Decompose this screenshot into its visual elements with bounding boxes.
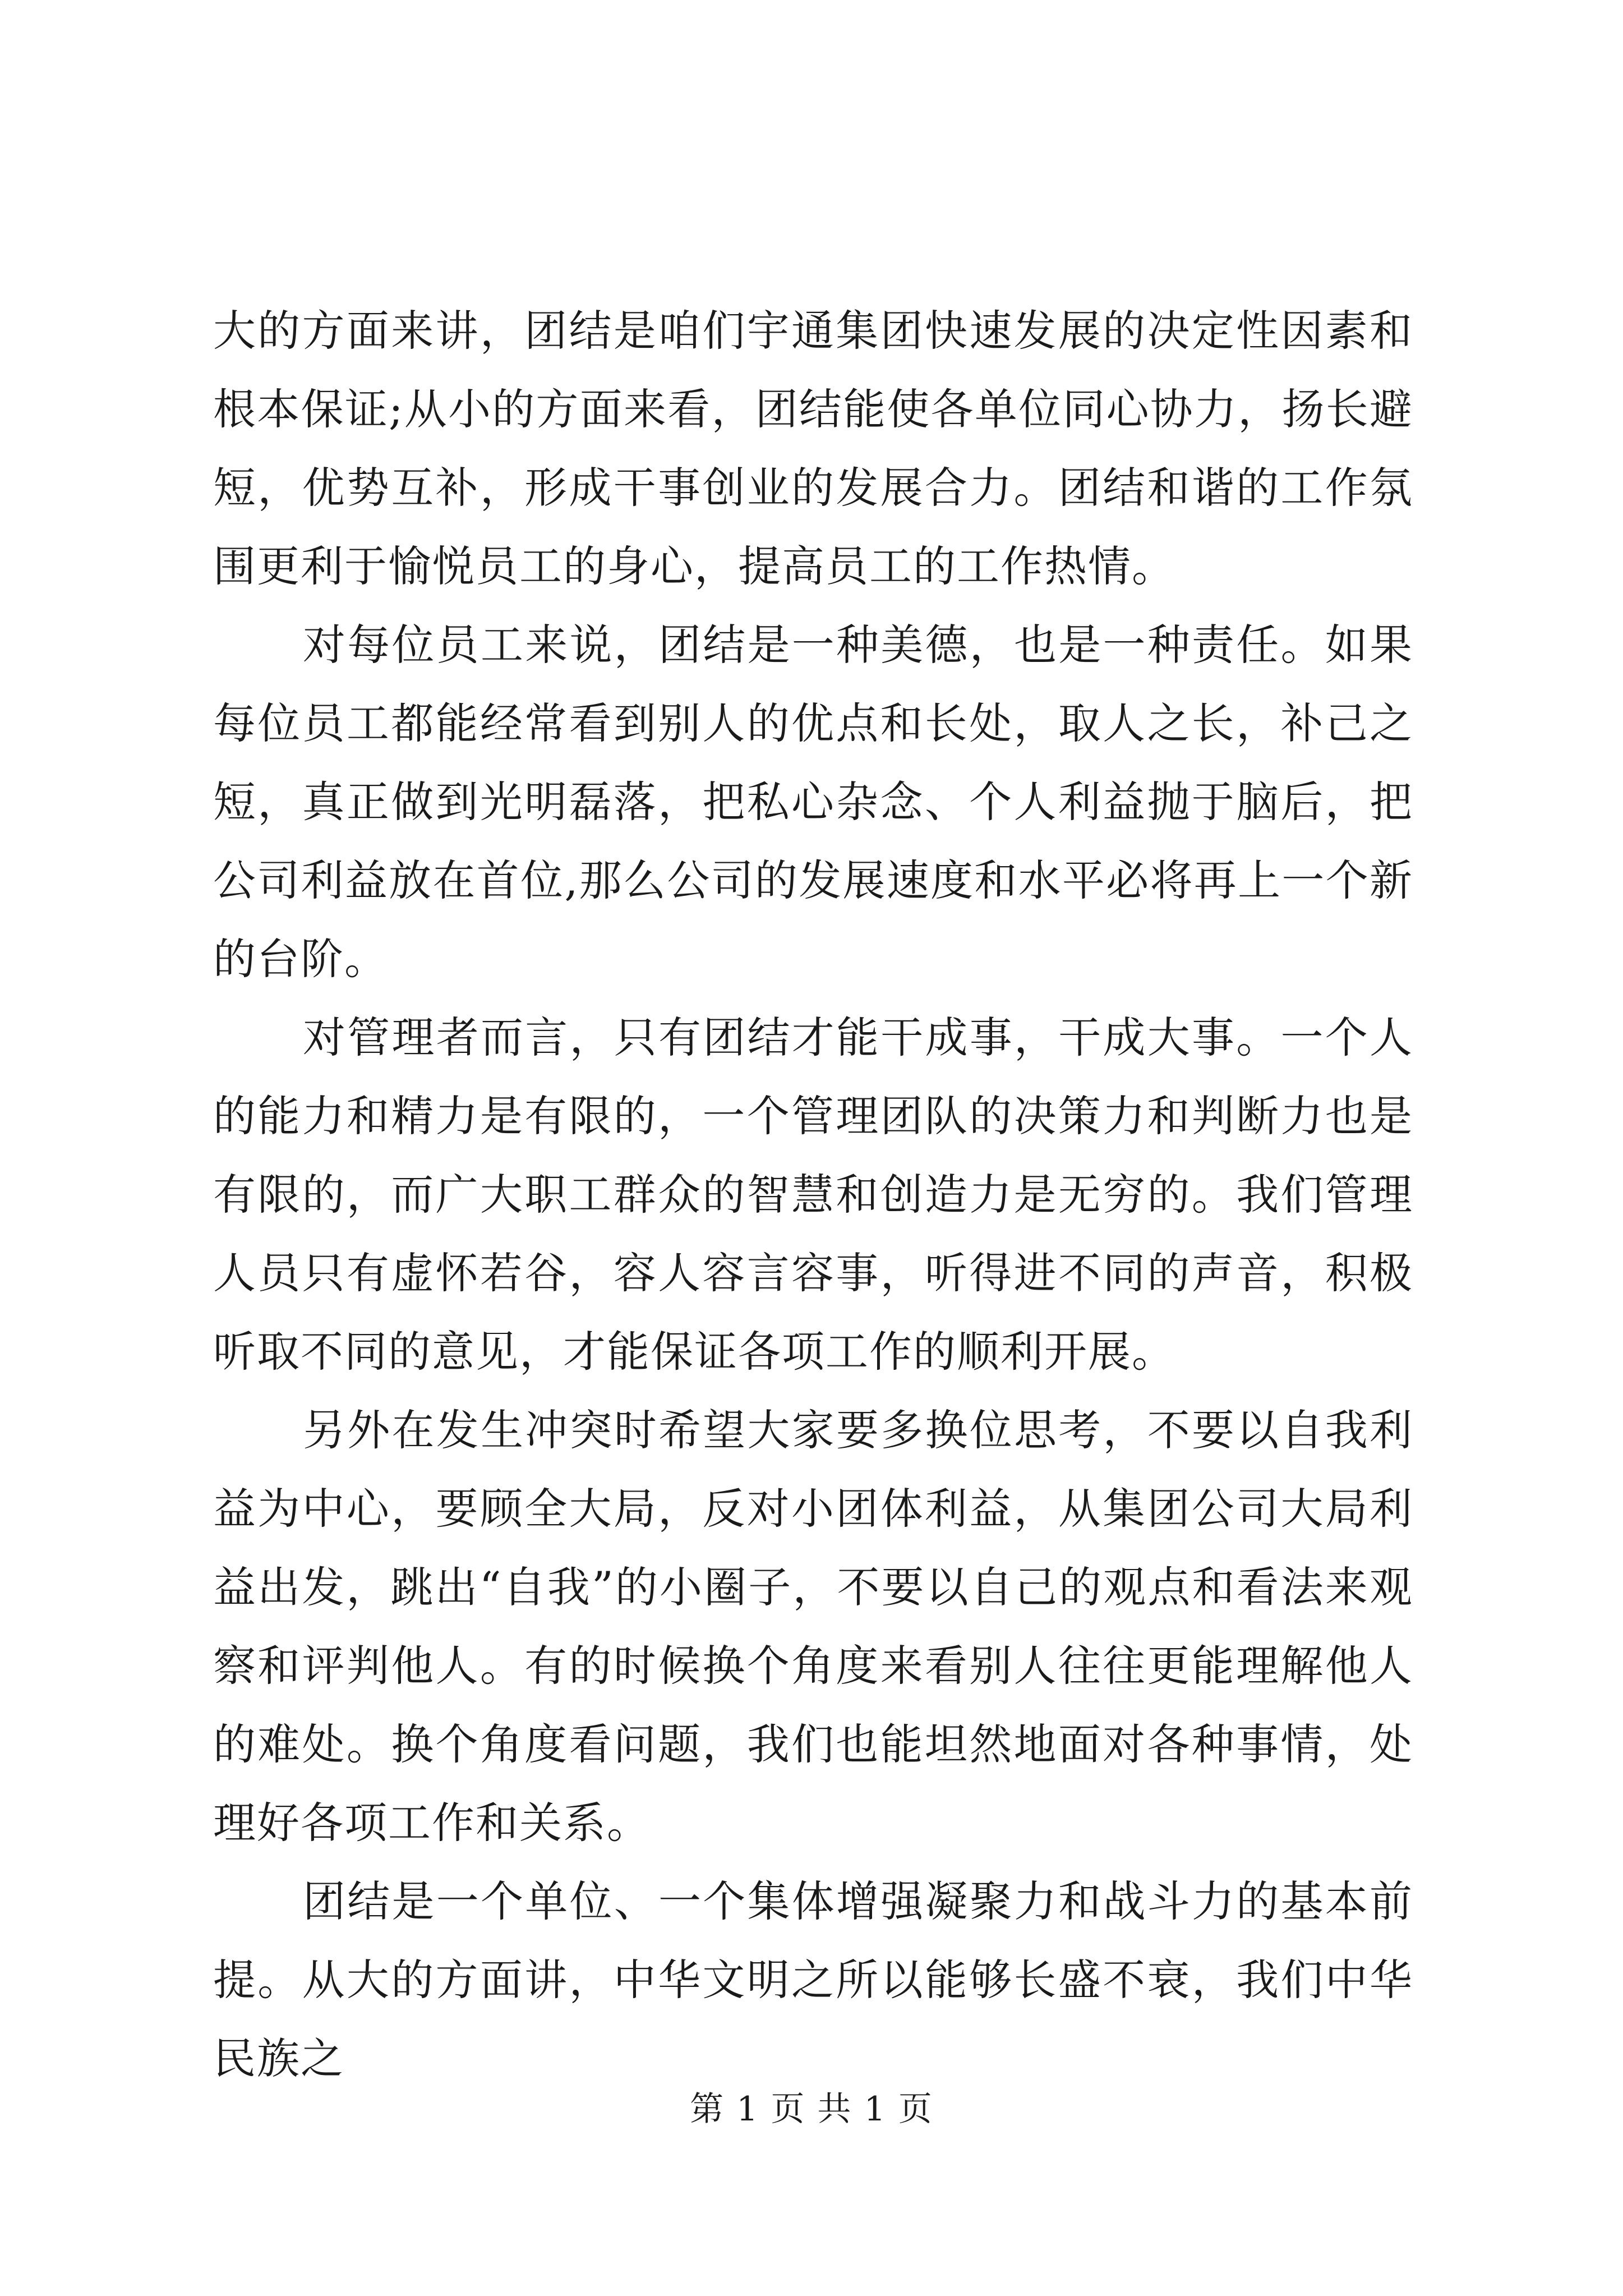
paragraph-4: 另外在发生冲突时希望大家要多换位思考，不要以自我利益为中心，要顾全大局，反对小团体利益，从集团公司大局利益出发，跳出“自我”的小圈子，不要以自己的观点和看法来观察和评判他人。有的时候换个角度来看别人往往更能理解他人的难处。换个角度看问题，我们也能坦然地面对各种事情，处理好各项工作和关系。: [213, 1405, 1413, 1848]
paragraph-5: 团结是一个单位、一个集体增强凝聚力和战斗力的基本前提。从大的方面讲，中华文明之所以能够长盛不衰，我们中华民族之: [213, 1876, 1413, 2083]
paragraph-3: 对管理者而言，只有团结才能干成事，干成大事。一个人的能力和精力是有限的，一个管理团队的决策力和判断力也是有限的，而广大职工群众的智慧和创造力是无穷的。我们管理人员只有虚怀若谷，容人容言容事，听得进不同的声音，积极听取不同的意见，才能保证各项工作的顺利开展。: [213, 1013, 1413, 1377]
paragraph-2: 对每位员工来说，团结是一种美德，也是一种责任。如果每位员工都能经常看到别人的优点和长处，取人之长，补己之短，真正做到光明磊落，把私心杂念、个人利益抛于脑后，把公司利益放在首位,那么公司的发展速度和水平必将再上一个新的台阶。: [213, 620, 1413, 984]
paragraph-1: 大的方面来讲，团结是咱们宇通集团快速发展的决定性因素和根本保证;从小的方面来看，团结能使各单位同心协力，扬长避短，优势互补，形成干事创业的发展合力。团结和谐的工作氛围更利于愉悦员工的身心，提高员工的工作热情。: [213, 306, 1413, 591]
document-body: [213, 292, 1413, 2098]
page-footer: 第 1 页 共 1 页: [690, 2090, 933, 2129]
